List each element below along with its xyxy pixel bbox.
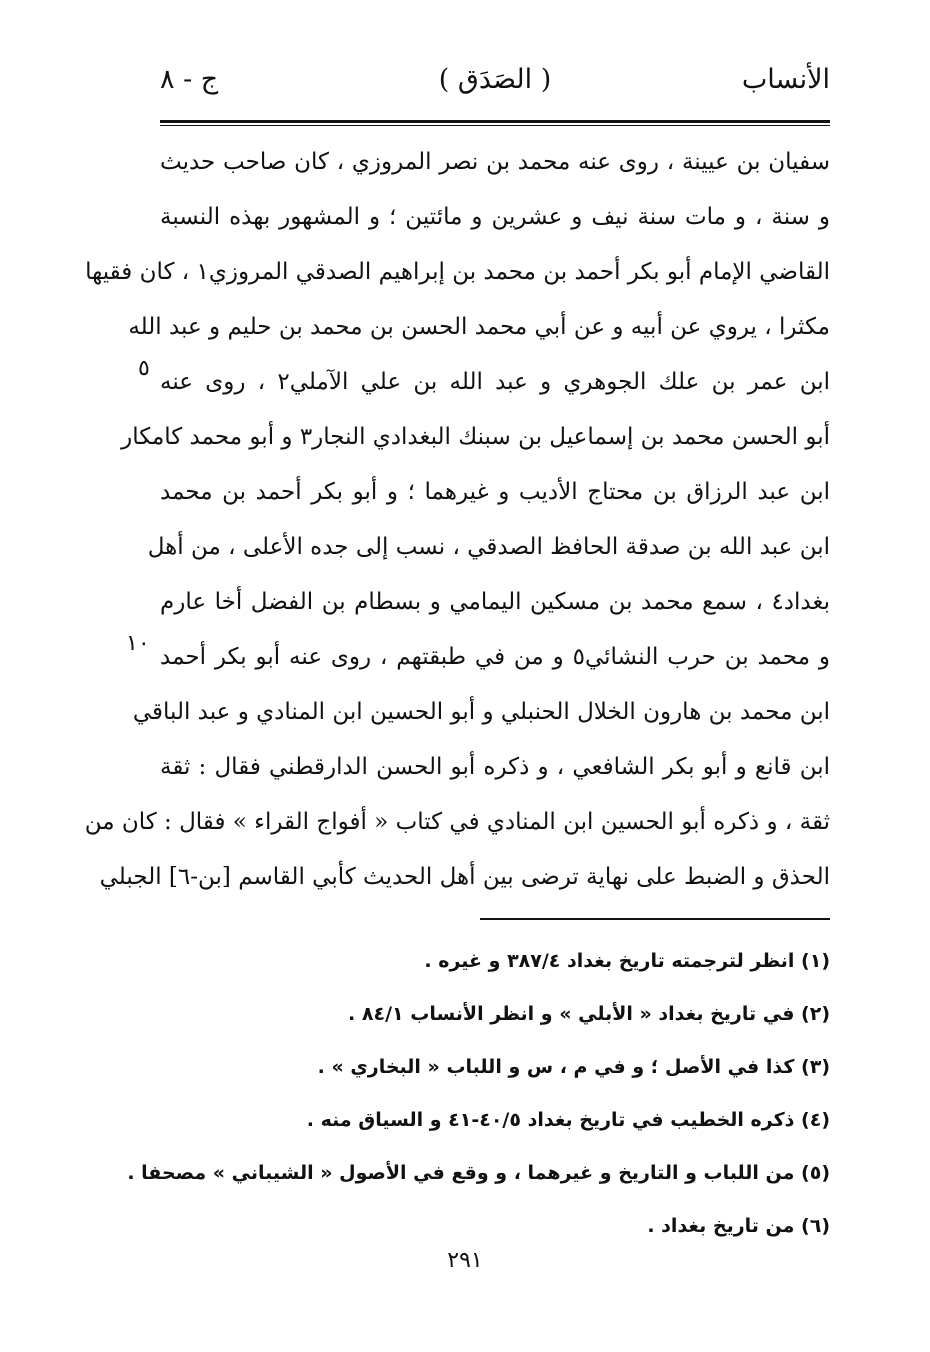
text-line: و محمد بن حرب النشائي٥ و من في طبقتهم ، روى عنه أبو بكر أحمد	[160, 644, 830, 670]
footnote-2: (٢) في تاريخ بغداد « الأبلي » و انظر الأنساب ٨٤/١ .	[348, 1003, 830, 1025]
text-line: ابن عبد الله بن صدقة الحافظ الصدقي ، نسب إلى جده الأعلى ، من أهل	[147, 534, 830, 560]
text-line: الحذق و الضبط على نهاية ترضى بين أهل الحديث كأبي القاسم [بن-٦] الجبلي	[99, 864, 830, 890]
header-rule-thick	[160, 120, 830, 123]
footnote-4: (٤) ذكره الخطيب في تاريخ بغداد ٤٠/٥-٤١ و السياق منه .	[306, 1109, 830, 1131]
footnote-1: (١) انظر لترجمته تاريخ بغداد ٣٨٧/٤ و غيره .	[424, 950, 830, 972]
header-entry-title: ( الصَدَق )	[438, 64, 552, 95]
header-book-title: الأنساب	[741, 64, 830, 95]
header-volume: ج - ٨	[160, 64, 219, 95]
footnote-3: (٣) كذا في الأصل ؛ و في م ، س و اللباب « البخاري » .	[317, 1056, 830, 1078]
line-number-10: ١٠	[126, 631, 150, 656]
running-header	[160, 64, 830, 104]
footnote-6: (٦) من تاريخ بغداد .	[647, 1215, 830, 1237]
text-line: مكثرا ، يروي عن أبيه و عن أبي محمد الحسن بن محمد بن حليم و عبد الله	[128, 314, 830, 340]
text-line: ابن عمر بن علك الجوهري و عبد الله بن علي الآملي٢ ، روى عنه	[160, 369, 830, 395]
text-line: و سنة ، و مات سنة نيف و عشرين و مائتين ؛ و المشهور بهذه النسبة	[160, 204, 830, 230]
text-line: ابن قانع و أبو بكر الشافعي ، و ذكره أبو الحسن الدارقطني فقال : ثقة	[160, 754, 830, 780]
footnote-5: (٥) من اللباب و التاريخ و غيرهما ، و وقع في الأصول « الشيباني » مصحفا .	[127, 1162, 830, 1184]
footnote-rule	[480, 918, 830, 920]
text-line: ابن عبد الرزاق بن محتاج الأديب و غيرهما ؛ و أبو بكر أحمد بن محمد	[160, 479, 830, 505]
text-line: ثقة ، و ذكره أبو الحسين ابن المنادي في كتاب « أفواج القراء » فقال : كان من	[84, 809, 830, 835]
line-number-5: ٥	[138, 356, 150, 381]
text-line: ابن محمد بن هارون الخلال الحنبلي و أبو الحسين ابن المنادي و عبد الباقي	[132, 699, 830, 725]
footnotes	[127, 935, 830, 1253]
text-line: القاضي الإمام أبو بكر أحمد بن محمد بن إبراهيم الصدقي المروزي١ ، كان فقيها	[85, 259, 830, 285]
text-line: بغداد٤ ، سمع محمد بن مسكين اليمامي و بسطام بن الفضل أخا عارم	[160, 589, 830, 615]
text-line: سفيان بن عيينة ، روى عنه محمد بن نصر المروزي ، كان صاحب حديث	[160, 149, 830, 175]
header-rule-thin	[160, 125, 830, 126]
page-number: ٢٩١	[447, 1248, 483, 1273]
text-line: أبو الحسن محمد بن إسماعيل بن سبنك البغدادي النجار٣ و أبو محمد كامكار	[121, 424, 830, 450]
